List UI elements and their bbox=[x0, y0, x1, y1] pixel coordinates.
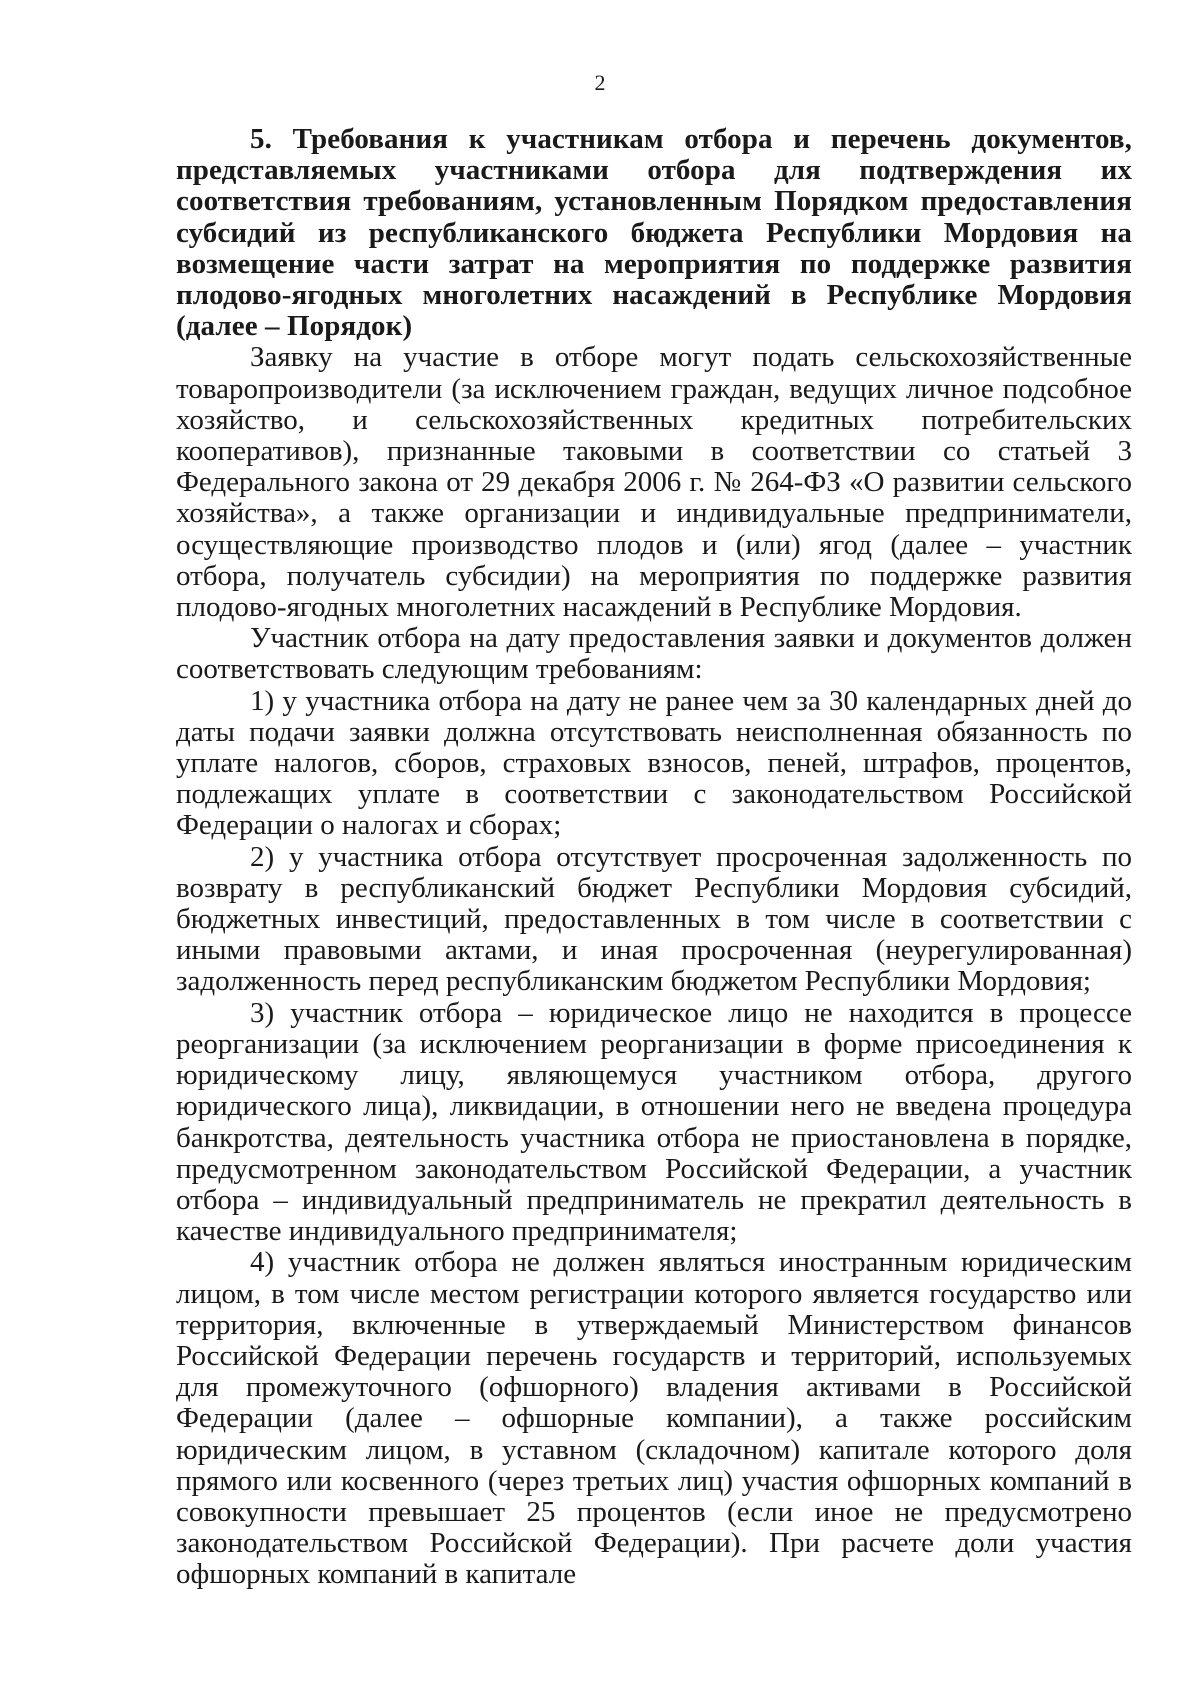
page-number: 2 bbox=[594, 70, 606, 95]
requirement-item-1: 1) у участника отбора на дату не ранее чем за 30 календарных дней до даты подачи заявки должна отсутствовать неисполненная обязанность по уплате налогов, сборов, страховых взносов, пеней, штрафов, процентов, подлежащих уплате в соответствии с законодательством Российской Федерации о налогах и сборах; bbox=[176, 684, 1132, 842]
paragraph-requirements-intro: Участник отбора на дату предоставления заявки и документов должен соответствовать следующим требованиям: bbox=[176, 622, 1132, 686]
section-heading: 5. Требования к участникам отбора и перечень документов, представляемых участниками отбора для подтверждения их соответствия требованиям, установленным Порядком предоставления субсидий из республиканского бюджета Республики Мордовия на возмещение части затрат на мероприятия по поддержке развития плодово-ягодных многолетних насаждений в Республике Мордовия (далее – Порядок) bbox=[176, 123, 1132, 343]
requirement-item-4: 4) участник отбора не должен являться иностранным юридическим лицом, в том числе местом регистрации которого является государство или территория, включенные в утверждаемый Министерством финансов Российской Федерации перечень государств и территорий, используемых для промежуточного (офшорного) владения активами в Российской Федерации (далее – офшорные компании), а также российским юридическим лицом, в уставном (складочном) капитале которого доля прямого или косвенного (через третьих лиц) участия офшорных компаний в совокупности превышает 25 процентов (если иное не предусмотрено законодательством Российской Федерации). При расчете доли участия офшорных компаний в капитале bbox=[176, 1246, 1132, 1591]
paragraph-applicants: Заявку на участие в отборе могут подать сельскохозяйственные товаропроизводители (за исключением граждан, ведущих личное подсобное хозяйство, и сельскохозяйственных кредитных потребительских кооперативов), признанные таковыми в соответствии со статьей 3 Федерального закона от 29 декабря 2006 г. № 264-ФЗ «О развитии сельского хозяйства», а также организации и индивидуальные предприниматели, осуществляющие производство плодов и (или) ягод (далее – участник отбора, получатель субсидии) на мероприятия по поддержке развития плодово-ягодных многолетних насаждений в Республике Мордовия. bbox=[176, 341, 1132, 624]
document-body bbox=[176, 124, 1132, 1591]
requirement-item-2: 2) у участника отбора отсутствует просроченная задолженность по возврату в республиканский бюджет Республики Мордовия субсидий, бюджетных инвестиций, предоставленных в том числе в соответствии с иными правовыми актами, и иная просроченная (неурегулированная) задолженность перед республиканским бюджетом Республики Мордовия; bbox=[176, 840, 1132, 998]
requirement-item-3: 3) участник отбора – юридическое лицо не находится в процессе реорганизации (за исключением реорганизации в форме присоединения к юридическому лицу, являющемуся участником отбора, другого юридического лица), ликвидации, в отношении него не введена процедура банкротства, деятельность участника отбора не приостановлена в порядке, предусмотренном законодательством Российской Федерации, а участник отбора – индивидуальный предприниматель не прекратил деятельность в качестве индивидуального предпринимателя; bbox=[176, 996, 1132, 1248]
